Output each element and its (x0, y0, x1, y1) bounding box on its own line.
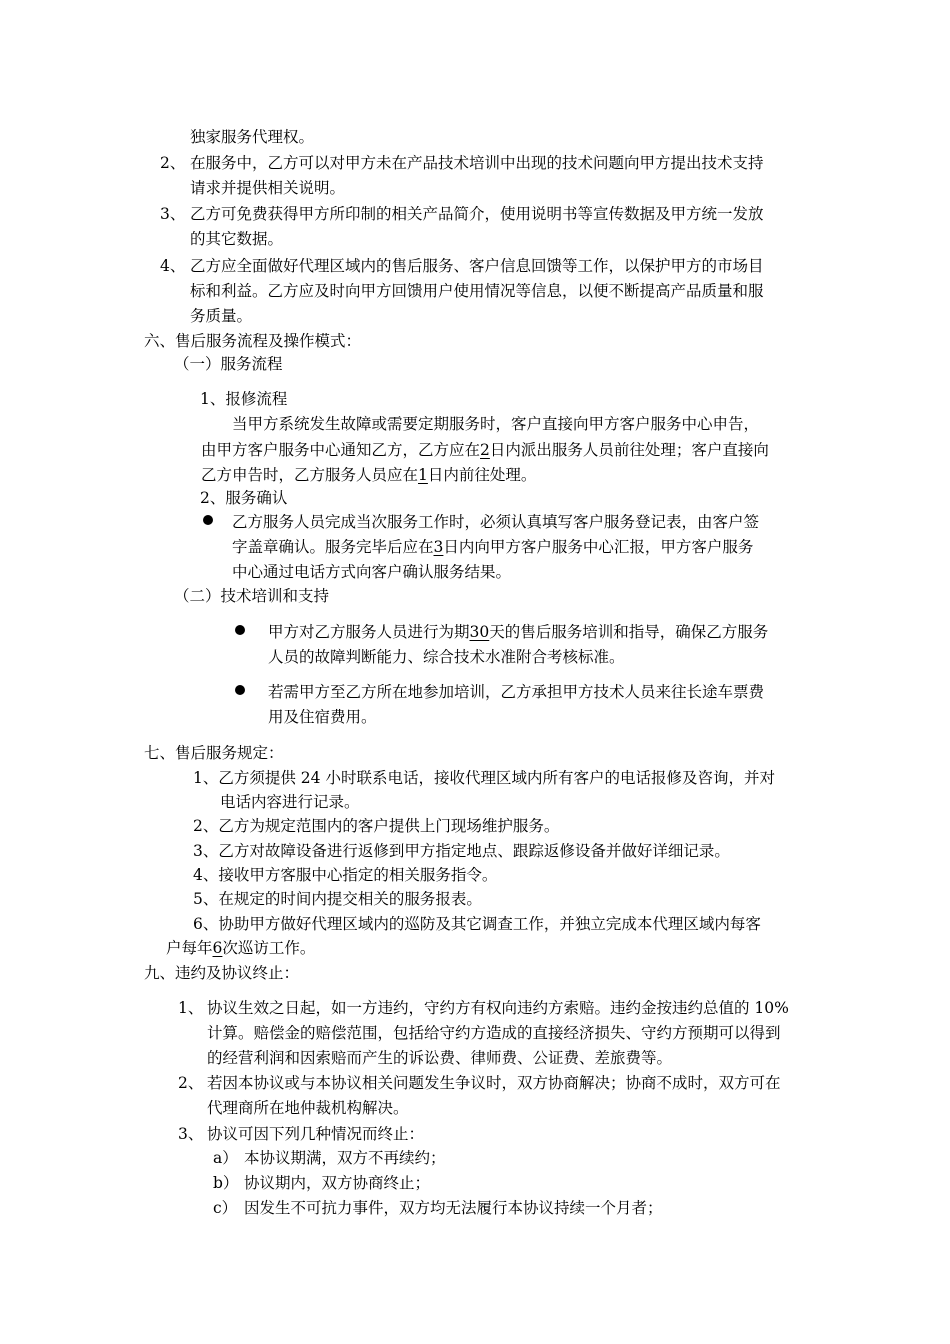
count-value: 6 (212, 939, 223, 957)
clause-text: 由甲方客户服务中心通知乙方，乙方应在2日内派出服务人员前往处理；客户直接向 (201, 441, 769, 459)
sub-item-mark: c） (213, 1199, 238, 1217)
clause-text: 在服务中，乙方可以对甲方未在产品技术培训中出现的技术问题向甲方提出技术支持 (190, 154, 764, 172)
subsection-heading: （二）技术培训和支持 (174, 587, 330, 605)
clause-text: 4、接收甲方客服中心指定的相关服务指令。 (193, 866, 498, 884)
clause-text: 当甲方系统发生故障或需要定期服务时，客户直接向甲方客户服务中心申告， (232, 415, 760, 433)
clause-text: 甲方对乙方服务人员进行为期30天的售后服务培训和指导，确保乙方服务 (268, 623, 769, 641)
clause-text: 乙方服务人员完成当次服务工作时，必须认真填写客户服务登记表，由客户签 (232, 513, 760, 531)
clause-text: 乙方可免费获得甲方所印制的相关产品简介，使用说明书等宣传数据及甲方统一发放 (190, 205, 764, 223)
clause-text: 若需甲方至乙方所在地参加培训，乙方承担甲方技术人员来往长途车票费 (268, 683, 765, 701)
clause-text: 协议可因下列几种情况而终止： (207, 1125, 425, 1143)
item-number: 2、 (160, 154, 186, 172)
clause-text: 字盖章确认。服务完毕后应在3日内向甲方客户服务中心汇报，甲方客户服务 (232, 538, 754, 556)
sub-item-mark: a） (213, 1149, 238, 1167)
clause-text: 乙方应全面做好代理区域内的售后服务、客户信息回馈等工作，以保护甲方的市场目 (190, 257, 764, 275)
section-heading: 七、售后服务规定： (144, 744, 284, 762)
clause-text: 代理商所在地仲裁机构解决。 (207, 1099, 409, 1117)
clause-text: 若因本协议或与本协议相关问题发生争议时，双方协商解决；协商不成时，双方可在 (207, 1074, 781, 1092)
sub-item-mark: b） (213, 1174, 239, 1192)
section-heading: 九、违约及协议终止： (144, 964, 300, 982)
item-number: 3、 (178, 1125, 204, 1143)
days-value: 1 (418, 466, 428, 484)
item-number: 3、 (160, 205, 186, 223)
section-heading: 六、售后服务流程及操作模式： (144, 332, 362, 350)
clause-text: 1、乙方须提供 24 小时联系电话，接收代理区域内所有客户的电话报修及咨询，并对 (193, 769, 775, 787)
clause-text: 人员的故障判断能力、综合技术水准附合考核标准。 (268, 648, 625, 666)
clause-text: 3、乙方对故障设备进行返修到甲方指定地点、跟踪返修设备并做好详细记录。 (193, 842, 730, 860)
clause-text: 电话内容进行记录。 (220, 793, 360, 811)
clause-text: 2、乙方为规定范围内的客户提供上门现场维护服务。 (193, 817, 560, 835)
item-number: 2、 (178, 1074, 204, 1092)
days-value: 30 (469, 623, 490, 641)
clause-text: 请求并提供相关说明。 (190, 179, 346, 197)
clause-text: 本协议期满，双方不再续约； (244, 1149, 446, 1167)
clause-text: 独家服务代理权。 (190, 128, 315, 146)
clause-text: 因发生不可抗力事件，双方均无法履行本协议持续一个月者； (244, 1199, 663, 1217)
clause-text: 6、协助甲方做好代理区域内的巡防及其它调查工作，并独立完成本代理区域内每客 (193, 915, 761, 933)
bullet-icon (235, 685, 245, 695)
bullet-icon (235, 625, 245, 635)
clause-text: 5、在规定的时间内提交相关的服务报表。 (193, 890, 482, 908)
clause-text: 计算。赔偿金的赔偿范围，包括给守约方造成的直接经济损失、守约方预期可以得到 (207, 1024, 781, 1042)
clause-text: 用及住宿费用。 (268, 708, 377, 726)
days-value: 2 (480, 441, 490, 459)
clause-text: 的其它数据。 (190, 230, 284, 248)
clause-text: 乙方申告时，乙方服务人员应在1日内前往处理。 (201, 466, 537, 484)
clause-text: 户每年6次巡访工作。 (166, 939, 316, 957)
clause-text: 中心通过电话方式向客户确认服务结果。 (232, 563, 512, 581)
item-number: 1、 (178, 999, 204, 1017)
clause-text: 标和利益。乙方应及时向甲方回馈用户使用情况等信息，以便不断提高产品质量和服 (190, 282, 764, 300)
days-value: 3 (433, 538, 444, 556)
bullet-icon (203, 515, 213, 525)
subsection-heading: （一）服务流程 (174, 355, 283, 373)
item-number: 4、 (160, 257, 186, 275)
clause-text: 协议生效之日起，如一方违约，守约方有权向违约方索赔。违约金按违约总值的 10% (207, 999, 789, 1017)
clause-text: 务质量。 (190, 307, 253, 325)
item-title: 1、报修流程 (200, 390, 288, 408)
clause-text: 的经营利润和因索赔而产生的诉讼费、律师费、公证费、差旅费等。 (207, 1049, 673, 1067)
item-title: 2、服务确认 (200, 489, 288, 507)
clause-text: 协议期内，双方协商终止； (244, 1174, 431, 1192)
